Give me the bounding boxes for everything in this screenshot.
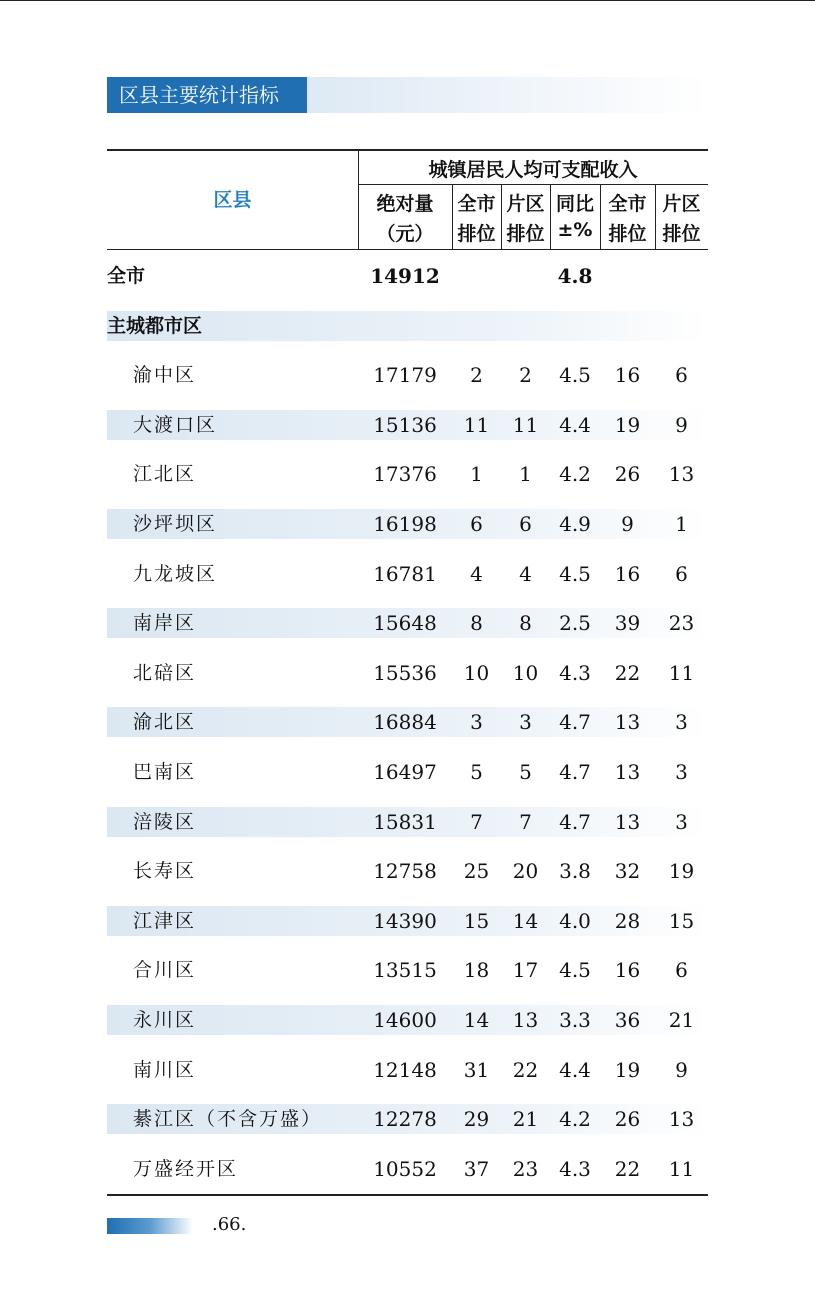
district-name: 合川区 xyxy=(133,959,197,982)
value-cell: 6 xyxy=(675,363,688,388)
value-cell: 16198 xyxy=(373,512,437,536)
value-cell xyxy=(600,311,655,341)
value-cell: 21 xyxy=(512,1107,539,1132)
col-header-yoy-city-rank: 全市 xyxy=(608,193,647,215)
table-row xyxy=(107,658,708,688)
district-name: 大渡口区 xyxy=(133,413,218,436)
value-cell: 4.0 xyxy=(559,908,591,933)
value-cell: 1 xyxy=(470,462,483,487)
value-cell: 37 xyxy=(463,1156,490,1181)
value-cell: 3 xyxy=(470,710,483,735)
district-name: 南川区 xyxy=(133,1058,197,1081)
col-header-yoy-area-rank: 片区 xyxy=(662,193,701,215)
value-cell: 9 xyxy=(675,412,688,437)
value-cell: 8 xyxy=(470,611,483,636)
value-cell: 12278 xyxy=(373,1107,437,1132)
value-cell: 3 xyxy=(519,710,532,735)
district-name: 北碚区 xyxy=(133,661,197,684)
district-name: 涪陵区 xyxy=(133,810,197,833)
header-bottom-rule xyxy=(107,249,708,250)
district-name: 江北区 xyxy=(133,463,197,486)
table-row xyxy=(107,856,708,886)
table-top-rule xyxy=(107,149,708,151)
col-header-area-rank: 片区 xyxy=(506,193,545,215)
value-cell: 14600 xyxy=(373,1008,437,1032)
district-name: 南岸区 xyxy=(133,612,197,635)
value-cell: 3 xyxy=(675,809,688,834)
value-cell: 13 xyxy=(614,760,641,784)
value-cell: 10552 xyxy=(373,1156,437,1181)
section-title: 区县主要统计指标 xyxy=(107,77,307,113)
value-cell: 4.5 xyxy=(559,958,591,983)
value-cell: 11 xyxy=(668,660,695,685)
value-cell: 6 xyxy=(675,958,688,983)
value-cell: 22 xyxy=(614,660,641,685)
value-cell: 18 xyxy=(463,958,490,983)
value-cell: 15831 xyxy=(373,809,437,834)
value-cell: 19 xyxy=(614,1057,641,1082)
table-row xyxy=(107,1104,708,1134)
district-header: 区县 xyxy=(213,189,252,211)
value-cell: 10 xyxy=(512,660,539,685)
district-name: 渝北区 xyxy=(133,711,197,734)
value-cell: 8 xyxy=(519,611,532,636)
value-cell: 13 xyxy=(668,462,695,487)
value-cell: 12148 xyxy=(373,1057,437,1082)
value-cell: 20 xyxy=(512,859,539,884)
value-cell: 19 xyxy=(668,859,695,884)
value-cell: 16884 xyxy=(373,710,437,735)
value-cell: 22 xyxy=(614,1156,641,1181)
value-cell: 7 xyxy=(470,809,483,834)
value-cell: 26 xyxy=(614,462,641,487)
table-row xyxy=(107,559,708,589)
table-row xyxy=(107,1154,708,1184)
value-cell xyxy=(501,311,550,341)
value-cell: 5 xyxy=(470,760,483,784)
col-header-yoy: 同比 xyxy=(555,193,594,215)
value-cell: 14390 xyxy=(373,908,437,933)
value-cell: 4.7 xyxy=(559,760,591,784)
value-cell: 13 xyxy=(614,710,641,735)
value-cell: 4.3 xyxy=(559,660,591,685)
value-cell: 4.7 xyxy=(559,710,591,735)
value-cell xyxy=(655,311,708,341)
value-cell: 7 xyxy=(519,809,532,834)
value-cell: 6 xyxy=(470,512,483,536)
value-cell: 39 xyxy=(614,611,641,636)
value-cell: 4.5 xyxy=(559,363,591,388)
value-cell: 4.2 xyxy=(559,462,591,487)
value-cell: 4.4 xyxy=(559,412,591,437)
col-header-city-rank-l2: 排位 xyxy=(457,223,496,245)
col-header-amount: 绝对量 xyxy=(376,193,434,215)
value-cell: 4.2 xyxy=(559,1107,591,1132)
table-row xyxy=(107,707,708,737)
col-header-area-rank-l2: 排位 xyxy=(506,223,545,245)
value-cell: 15 xyxy=(668,908,695,933)
value-cell: 3 xyxy=(675,760,688,784)
col-header-yoy-city-rank-l2: 排位 xyxy=(608,223,647,245)
value-cell: 4 xyxy=(519,561,532,586)
value-cell: 3 xyxy=(675,710,688,735)
value-cell: 21 xyxy=(668,1008,695,1032)
value-cell: 22 xyxy=(512,1057,539,1082)
value-cell: 9 xyxy=(621,512,634,536)
value-cell: 25 xyxy=(463,859,490,884)
district-name: 主城都市区 xyxy=(107,314,203,337)
value-cell xyxy=(655,261,708,291)
value-cell: 12758 xyxy=(373,859,437,884)
table-row xyxy=(107,955,708,985)
table-row xyxy=(107,1055,708,1085)
value-cell: 2.5 xyxy=(559,611,591,636)
value-cell: 16 xyxy=(614,363,641,388)
value-cell: 17376 xyxy=(373,462,437,487)
value-cell: 16781 xyxy=(373,561,437,586)
district-name: 江津区 xyxy=(133,909,197,932)
value-cell: 4.7 xyxy=(559,809,591,834)
table-row xyxy=(107,807,708,837)
table-bottom-rule xyxy=(107,1194,708,1196)
value-cell: 14 xyxy=(512,908,539,933)
value-cell: 14912 xyxy=(370,264,440,288)
value-cell: 31 xyxy=(463,1057,490,1082)
total-row xyxy=(107,261,708,291)
value-cell xyxy=(550,311,600,341)
district-name: 长寿区 xyxy=(133,860,197,883)
value-cell: 15536 xyxy=(373,660,437,685)
table-row xyxy=(107,757,708,787)
value-cell: 4.4 xyxy=(559,1057,591,1082)
page-number: .66. xyxy=(212,1214,247,1235)
value-cell xyxy=(501,261,550,291)
value-cell: 14 xyxy=(463,1008,490,1032)
value-cell: 6 xyxy=(675,561,688,586)
value-cell: 4.3 xyxy=(559,1156,591,1181)
value-cell: 2 xyxy=(519,363,532,388)
value-cell: 4.5 xyxy=(559,561,591,586)
value-cell: 11 xyxy=(463,412,490,437)
value-cell xyxy=(358,311,452,341)
value-cell: 9 xyxy=(675,1057,688,1082)
group-header: 城镇居民人均可支配收入 xyxy=(428,159,638,181)
table-row xyxy=(107,1005,708,1035)
table-row xyxy=(107,906,708,936)
value-cell: 16 xyxy=(614,958,641,983)
value-cell: 11 xyxy=(668,1156,695,1181)
value-cell: 13515 xyxy=(373,958,437,983)
table-row xyxy=(107,608,708,638)
value-cell: 23 xyxy=(512,1156,539,1181)
value-cell: 15136 xyxy=(373,412,437,437)
value-cell: 4 xyxy=(470,561,483,586)
table-row xyxy=(107,509,708,539)
value-cell: 6 xyxy=(519,512,532,536)
value-cell xyxy=(452,311,501,341)
value-cell: 13 xyxy=(512,1008,539,1032)
value-cell: 13 xyxy=(668,1107,695,1132)
value-cell: 23 xyxy=(668,611,695,636)
col-header-yoy-unit: ±% xyxy=(557,219,593,241)
value-cell xyxy=(600,261,655,291)
value-cell: 10 xyxy=(463,660,490,685)
district-name: 全市 xyxy=(107,265,146,287)
value-cell: 16497 xyxy=(373,760,437,784)
value-cell: 15648 xyxy=(373,611,437,636)
value-cell: 1 xyxy=(519,462,532,487)
value-cell: 28 xyxy=(614,908,641,933)
table-row xyxy=(107,360,708,390)
value-cell: 5 xyxy=(519,760,532,784)
district-name: 九龙坡区 xyxy=(133,562,218,585)
value-cell: 11 xyxy=(512,412,539,437)
top-border xyxy=(0,0,815,1)
value-cell: 26 xyxy=(614,1107,641,1132)
value-cell xyxy=(452,261,501,291)
value-cell: 13 xyxy=(614,809,641,834)
table-row xyxy=(107,410,708,440)
value-cell: 4.9 xyxy=(559,512,591,536)
value-cell: 29 xyxy=(463,1107,490,1132)
district-name: 巴南区 xyxy=(133,761,197,783)
table-row xyxy=(107,459,708,489)
value-cell: 2 xyxy=(470,363,483,388)
value-cell: 16 xyxy=(614,561,641,586)
value-cell: 17 xyxy=(512,958,539,983)
value-cell: 17179 xyxy=(373,363,437,388)
district-name: 沙坪坝区 xyxy=(133,513,218,535)
district-name: 渝中区 xyxy=(133,364,197,387)
value-cell: 32 xyxy=(614,859,641,884)
value-cell: 15 xyxy=(463,908,490,933)
footer-bar xyxy=(107,1218,193,1234)
col-header-city-rank: 全市 xyxy=(457,193,496,215)
value-cell: 3.3 xyxy=(559,1008,591,1032)
group-row xyxy=(107,311,708,341)
col-header-amount-unit: （元） xyxy=(376,223,434,245)
value-cell: 4.8 xyxy=(557,264,593,288)
value-cell: 36 xyxy=(614,1008,641,1032)
value-cell: 19 xyxy=(614,412,641,437)
district-name: 綦江区（不含万盛） xyxy=(133,1108,323,1131)
value-cell: 3.8 xyxy=(559,859,591,884)
value-cell: 1 xyxy=(675,512,688,536)
col-header-yoy-area-rank-l2: 排位 xyxy=(662,223,701,245)
district-name: 万盛经开区 xyxy=(133,1157,239,1180)
district-name: 永川区 xyxy=(133,1009,197,1031)
